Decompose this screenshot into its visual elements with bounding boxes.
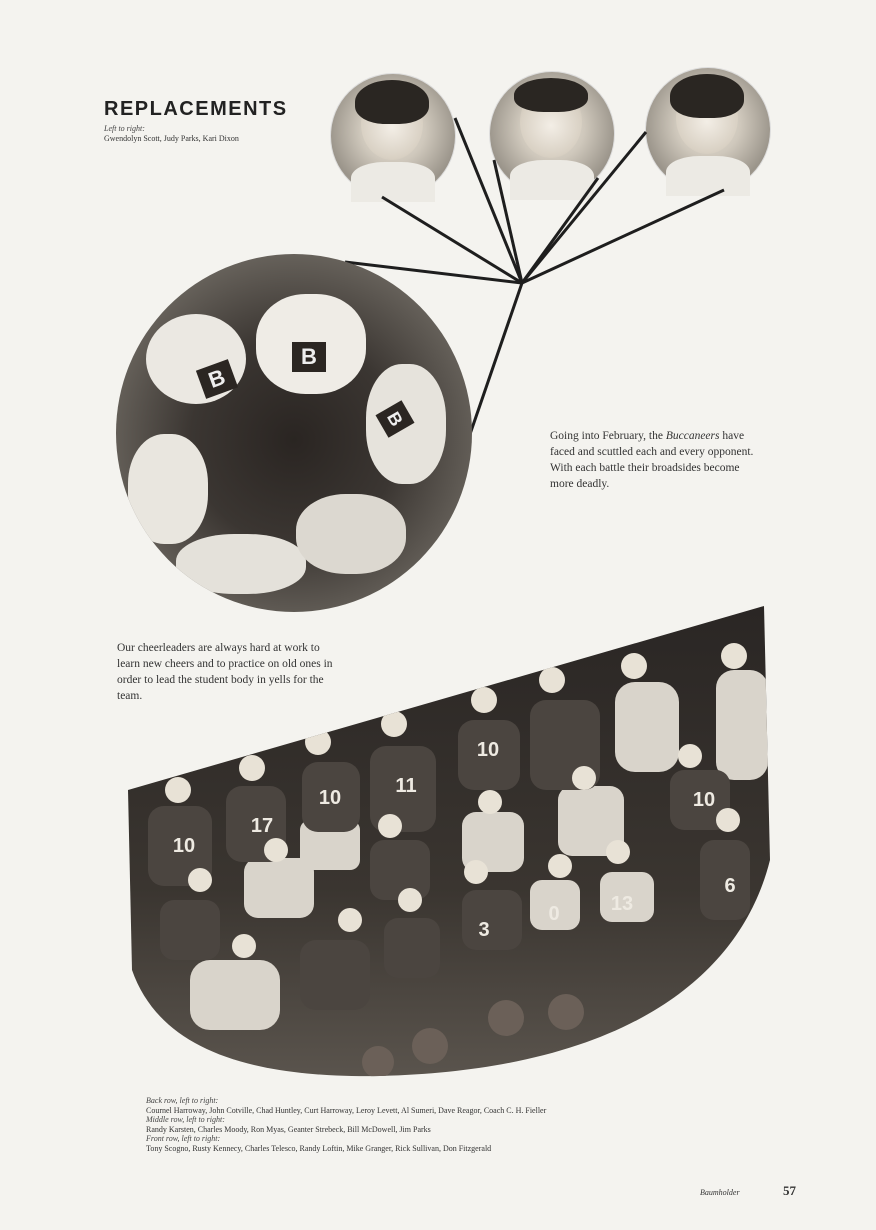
jersey-number: 6 (724, 875, 736, 897)
team-roster-caption (146, 1096, 586, 1153)
roster-middle-names: Randy Karsten, Charles Moody, Ron Myas, Geanter Strebeck, Bill McDowell, Jim Parks (146, 1124, 431, 1134)
jersey-number: 0 (548, 903, 560, 925)
roster-front-label: Front row, left to right: (146, 1134, 221, 1143)
cheerleaders-paragraph: Our cheerleaders are always hard at work to learn new cheers and to practice on old ones in order to lead the student body in yells for the team. (117, 642, 333, 702)
buccaneers-text-post: have faced and scuttled each and every opponent. With each battle their broadsides become more deadly. (550, 430, 754, 490)
footer-magazine-name: Baumholder (700, 1188, 740, 1197)
jersey-number: 10 (172, 835, 196, 857)
buccaneers-text-pre: Going into February, the (550, 430, 666, 442)
roster-back-names: Cournel Harroway, John Cotville, Chad Huntley, Curt Harroway, Leroy Levett, Al Sumeri, Dave Reagor, Coach C. H. Fieller (146, 1105, 547, 1115)
buccaneers-team-name: Buccaneers (665, 430, 720, 442)
replacements-caption-names: Gwendolyn Scott, Judy Parks, Kari Dixon (104, 134, 239, 143)
jersey-number: 10 (318, 787, 342, 809)
jersey-number: 10 (692, 789, 716, 811)
roster-back-label: Back row, left to right: (146, 1096, 219, 1105)
roster-middle-label: Middle row, left to right: (146, 1115, 225, 1124)
page-number: 57 (783, 1183, 796, 1198)
replacements-caption-label: Left to right: (104, 124, 145, 133)
jersey-number: 3 (478, 919, 490, 941)
jersey-number: 11 (395, 775, 417, 797)
jersey-number: 13 (610, 893, 634, 915)
jersey-number: 17 (250, 815, 274, 837)
page-title: REPLACEMENTS (104, 98, 288, 120)
roster-front-names: Tony Scogno, Rusty Kennecy, Charles Telesco, Randy Loftin, Mike Granger, Rick Sullivan, Don Fitzgerald (146, 1143, 492, 1153)
jersey-number: 10 (476, 739, 500, 761)
cheerleaders-photo: B B B (116, 254, 472, 612)
